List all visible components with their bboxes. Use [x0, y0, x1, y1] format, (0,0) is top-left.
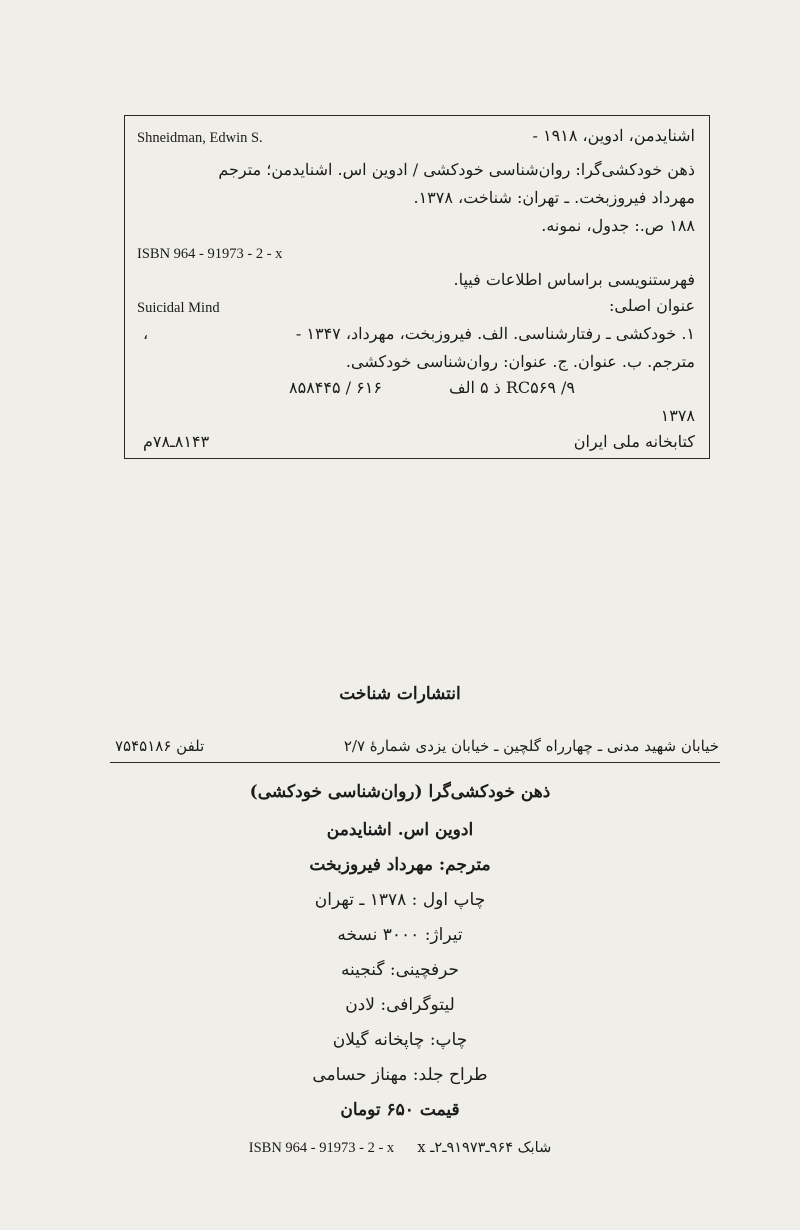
cataloging-note: فهرستنویسی براساس اطلاعات فیپا.: [453, 270, 695, 289]
author-latin: Shneidman, Edwin S.: [137, 130, 263, 146]
physical-description: ۱۸۸ ص.: جدول، نمونه.: [541, 216, 695, 235]
book-print-run: تیراژ: ۳۰۰۰ نسخه: [337, 925, 463, 945]
cip-isbn: ISBN 964 - 91973 - 2 - x: [137, 246, 283, 262]
book-printing: چاپ: چاپخانه گیلان: [332, 1030, 468, 1050]
cip-catalog-box: [124, 115, 710, 459]
original-title-label: عنوان اصلی:: [609, 296, 695, 315]
book-typesetting: حرفچینی: گنجینه: [340, 960, 460, 980]
title-statement-line2: مهرداد فیروزبخت. ـ تهران: شناخت، ۱۳۷۸.: [413, 188, 695, 207]
book-lithography: لیتوگرافی: لادن: [345, 995, 455, 1015]
book-title: ذهن خودکشی‌گرا (روان‌شناسی خودکشی): [249, 782, 551, 802]
horizontal-rule: [110, 762, 720, 763]
publisher-name: انتشارات شناخت: [339, 684, 461, 704]
book-edition: چاپ اول : ۱۳۷۸ ـ تهران: [314, 890, 486, 910]
classification-right: ۶۱۶ / ۸۵۸۴۴۵: [289, 378, 382, 397]
isbn-footer: [0, 1140, 800, 1157]
national-library: کتابخانه ملی ایران: [573, 432, 695, 451]
classification-year: ۱۳۷۸: [660, 406, 695, 425]
subject-comma: ،: [143, 324, 149, 343]
author-persian: اشنایدمن، ادوین، ۱۹۱۸ -: [532, 126, 695, 145]
title-statement-line1: ذهن خودکشی‌گرا: روان‌شناسی خودکشی / ادوین اس. اشنایدمن؛ مترجم: [218, 160, 695, 179]
library-number: ۸۱۴۳ـ۷۸م: [143, 432, 210, 451]
isbn-latin: ISBN 964 - 91973 - 2 - x: [248, 1140, 395, 1156]
publisher-address-line: [115, 737, 719, 759]
original-title: Suicidal Mind: [137, 300, 220, 316]
subject-line1: ۱. خودکشی ـ رفتارشناسی. الف. فیروزبخت، مهرداد، ۱۳۴۷ -: [295, 324, 695, 343]
publisher-phone: تلفن ۷۵۴۵۱۸۶: [115, 737, 205, 755]
subject-line2: مترجم. ب. عنوان. ج. عنوان: روان‌شناسی خودکشی.: [345, 352, 695, 371]
classification-left: RC۵۶۹ /۹ ذ ۵ الف: [449, 378, 575, 397]
book-translator: مترجم: مهرداد فیروزبخت: [309, 855, 491, 875]
book-price: قیمت ۶۵۰ تومان: [340, 1100, 460, 1120]
book-cover-design: طراح جلد: مهناز حسامی: [312, 1065, 488, 1085]
isbn-shabak: شابک ۹۶۴ـ۹۱۹۷۳ـ۲ـ x: [417, 1140, 552, 1156]
publisher-address: خیابان شهید مدنی ـ چهارراه گلچین ـ خیابان یزدی شمارهٔ ۲/۷: [343, 737, 719, 755]
book-author: ادوین اس. اشنایدمن: [326, 820, 474, 840]
